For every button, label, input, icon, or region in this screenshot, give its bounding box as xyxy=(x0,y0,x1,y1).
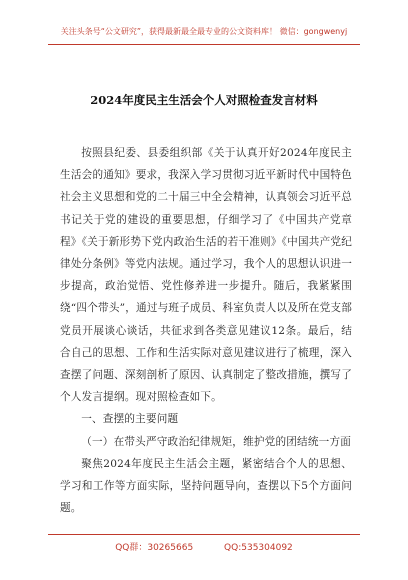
footer-divider xyxy=(48,534,360,535)
qq-group-number: QQ群：30265665 xyxy=(115,543,194,553)
document-title: 2024年度民主生活会个人对照检查发言材料 xyxy=(90,93,318,107)
subsection-heading: （一）在带头严守政治纪律规矩，维护党的团结统一方面 xyxy=(81,435,352,448)
intro-paragraph: 按照县纪委、县委组织部《关于认真开好2024年度民主生活会的通知》要求，我深入学习贯彻习近平新时代中国特色社会主义思想和党的二十届三中全会精神，认真领会习近平总书记关于党的建设的重要思想，仔细学习了《中国共产党章程》《关于新形势下党内政治生活的若干准则》《中国共产党纪律处分条例》等党内法规。通过学习，我个人的思想认识进一步提高，政治觉悟、党性修养进一步提升。随后，我紧紧围绕“四个带头”，通过与班子成员、科室负责人以及所在党支部党员开展谈心谈话，共征求到各类意见建议12条。最后，结合自己的思想、工作和生活实际对意见建议进行了梳理，深入查摆了问题、深刻剖析了原因、认真制定了整改措施，撰写了个人发言提纲。现对照检查如下。 xyxy=(60,147,352,404)
page-footer xyxy=(0,540,408,553)
section-heading: 一、查摆的主要问题 xyxy=(81,413,179,426)
page-header: 关注头条号“公文研究”，获得最新最全最专业的公文资料库！ 微信：gongwenyj xyxy=(60,27,348,36)
qq-contact-number: QQ:535304092 xyxy=(224,543,293,553)
body-paragraph: 聚焦2024年度民主生活会主题，紧密结合个人的思想、学习和工作等方面实际，坚持问题导向，查摆以下5个方面问题。 xyxy=(60,457,352,515)
header-divider xyxy=(48,44,360,45)
document-body xyxy=(60,142,352,519)
